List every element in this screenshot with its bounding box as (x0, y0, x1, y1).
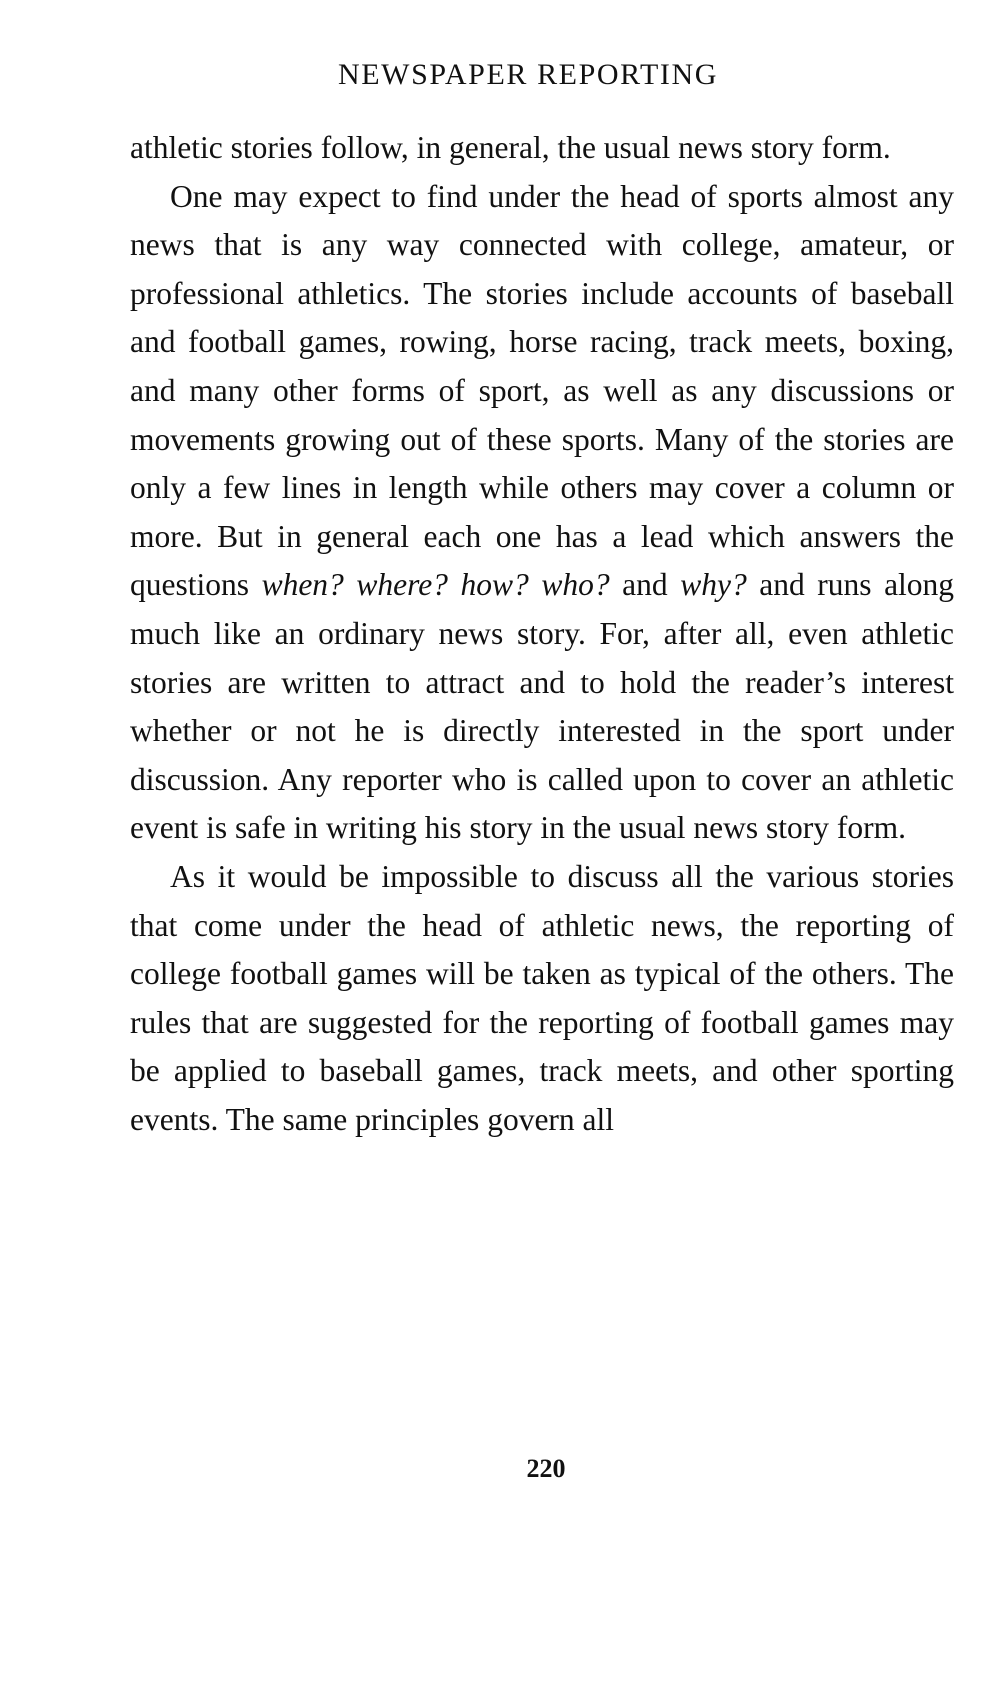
question-how: how? (460, 567, 529, 603)
question-who: who? (541, 567, 610, 603)
question-why: why? (680, 567, 747, 603)
paragraph-continued: athletic stories follow, in general, the usual news story form. (130, 130, 891, 165)
paragraph-sports-news (130, 173, 954, 853)
running-head: NEWSPAPER REPORTING (337, 58, 719, 91)
body-text (130, 124, 954, 1144)
paragraph-football-reporting: As it would be impossible to discuss all the various stories that come under the head of athletic news, the reporting of college football games will be taken as typical of the others. The rules that are suggested for the reporting of football games may be applied to baseball games, track meets, and other sporting events. The same principles govern all (130, 858, 954, 1137)
page-number: 220 (526, 1454, 566, 1483)
question-where: where? (356, 567, 448, 603)
question-when: when? (261, 567, 344, 603)
paragraph-text-after-questions: and runs along much like an ordinary news story. For, after all, even athletic stories are written to attract and to hold the reader’s interest whether or not he is directly interested in the sport under discussion. Any reporter who is called upon to cover an athletic event is safe in writing his story in the usual news story form. (130, 567, 955, 846)
conjunction-and: and (622, 567, 668, 603)
paragraph-text-before-questions: One may expect to find under the head of sports almost any news that is any way connected with college, amateur, or professional athletics. The stories include accounts of baseball and football games, rowing, horse racing, track meets, boxing, and many other forms of sport, as well as any discussions or movements growing out of these sports. Many of the stories are only a few lines in length while others may cover a column or more. But in general each one has a lead which answers the questions (130, 178, 954, 603)
